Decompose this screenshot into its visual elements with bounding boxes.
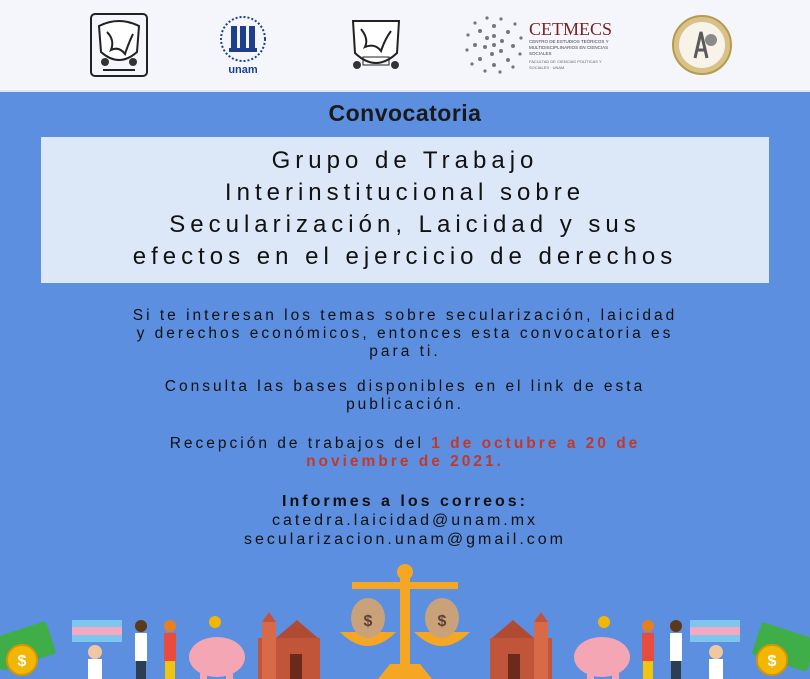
kicker-heading: Convocatoria xyxy=(328,100,482,126)
unam-caption: unam xyxy=(228,64,258,76)
church-icon xyxy=(258,612,320,679)
intro-line: Si te interesan los temas sobre secularización, laicidad xyxy=(132,307,678,324)
fcpys-seal-logo xyxy=(345,12,407,78)
svg-text:$: $ xyxy=(363,613,373,630)
unam-seal-logo xyxy=(88,12,150,78)
title-line: Grupo de Trabajo xyxy=(271,147,539,174)
intro-paragraph xyxy=(60,307,750,361)
reception-prefix: Recepción de trabajos del xyxy=(169,435,432,452)
piggy-bank-icon xyxy=(574,616,630,679)
contact-email-catedra[interactable]: catedra.laicidad@unam.mx xyxy=(271,512,539,529)
title-box xyxy=(41,137,769,283)
church-icon xyxy=(490,612,552,679)
illustration-strip xyxy=(0,560,810,679)
flag-person-icon xyxy=(72,620,122,679)
reception-date-end: noviembre de 2021. xyxy=(306,453,504,470)
bases-line: Consulta las bases disponibles en el link de esta xyxy=(164,378,646,395)
iij-unam-logo xyxy=(212,12,274,78)
bases-paragraph xyxy=(60,378,750,414)
contact-email-gmail[interactable]: secularizacion.unam@gmail.com xyxy=(244,531,566,548)
money-icon xyxy=(752,622,810,675)
title-line: Secularización, Laicidad y sus xyxy=(169,211,641,238)
cetmecs-title: CETMECS xyxy=(529,19,613,39)
svg-text:$: $ xyxy=(17,653,27,670)
scales-icon xyxy=(340,564,470,679)
cetmecs-spiral-icon xyxy=(463,14,525,76)
title-line: Interinstitucional sobre xyxy=(224,179,586,206)
contact-heading: Informes a los correos: xyxy=(282,493,528,510)
intro-line: para ti. xyxy=(369,343,441,360)
title xyxy=(41,145,769,273)
flag-person-icon xyxy=(690,620,740,679)
logo-bar xyxy=(0,0,810,92)
contact-block xyxy=(60,492,750,549)
title-line: efectos en el ejercicio de derechos xyxy=(132,243,678,270)
person-icon xyxy=(135,620,176,679)
cetmecs-tagline: FACULTAD DE CIENCIAS POLÍTICAS Y SOCIALES · UNAM xyxy=(529,59,602,70)
cetmecs-subtitle: CENTRO DE ESTUDIOS TEÓRICOS Y MULTIDISCIPLINARIOS EN CIENCIAS SOCIALES xyxy=(529,39,609,56)
piggy-bank-icon xyxy=(189,616,245,679)
cetmecs-logo xyxy=(463,12,623,78)
bases-line: publicación. xyxy=(346,396,464,413)
svg-text:$: $ xyxy=(767,653,777,670)
catedra-logo xyxy=(670,12,734,78)
reception-date-start: 1 de octubre a 20 de xyxy=(431,435,641,452)
money-icon xyxy=(0,621,56,675)
svg-text:$: $ xyxy=(437,613,447,630)
reception-paragraph xyxy=(60,435,750,471)
intro-line: y derechos económicos, entonces esta convocatoria es xyxy=(136,325,674,342)
person-icon xyxy=(642,620,682,679)
